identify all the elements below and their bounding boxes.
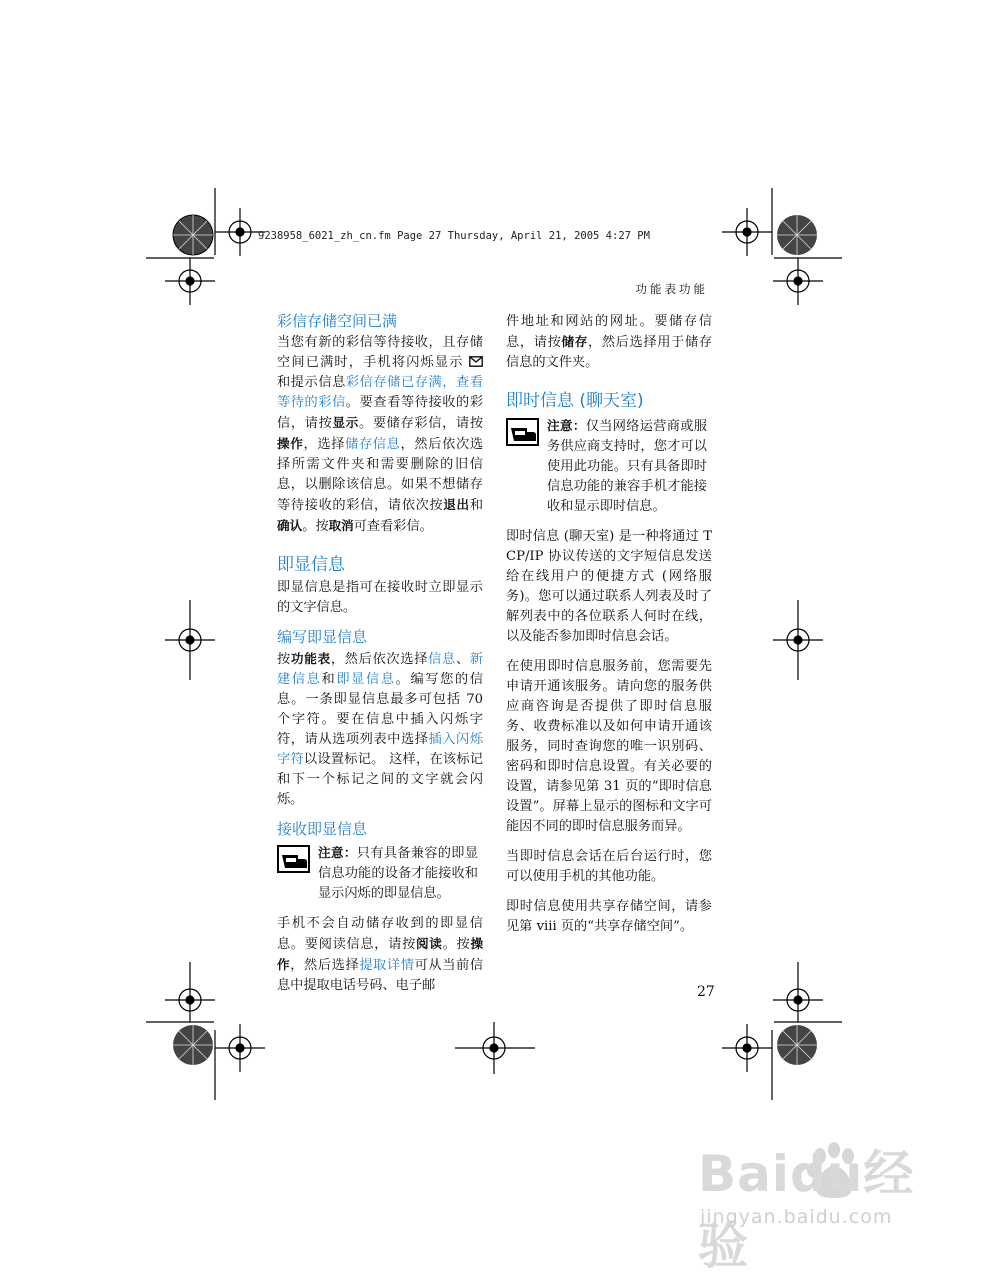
star-wheel-bottom-right	[777, 1025, 817, 1065]
note-receive-flash: 注意：只有具备兼容的即显信息功能的设备才能接收和显示闪烁的即显信息。	[277, 843, 483, 904]
baidu-watermark	[698, 1134, 944, 1275]
paragraph-im-intro: 即时信息 (聊天室) 是一种将通过 TCP/IP 协议传送的文字短信息发送给在线用户的便捷方式 (网络服务)。您可以通过联系人列表及时了解列表中的各位联系人何时在线，以及能否参加即时信息会话。	[506, 529, 712, 645]
note-hand-icon	[506, 418, 539, 446]
paragraph-write-flash: 按功能表，然后依次选择信息、新建信息和即显信息。编写您的信息。一条即显信息最多可包括 70 个字符。要在信息中插入闪烁字符，请从选项列表中选择插入闪烁字符以设置标记。 这样，在该标记和下一个标记之间的文字就会闪烁。	[277, 650, 484, 807]
key-options: 操作	[277, 435, 304, 451]
key-save: 储存	[561, 334, 588, 349]
target-bottom-center	[455, 1022, 535, 1074]
paragraph-im-background: 当即时信息会话在后台运行时，您可以使用手机的其他功能。	[506, 849, 712, 885]
target-right-lower	[773, 962, 823, 1022]
target-right-middle	[773, 600, 823, 680]
print-slug: 9238958_6021_zh_cn.fm Page 27 Thursday, April 21, 2005 4:27 PM	[258, 230, 650, 242]
target-bottom-right	[722, 1024, 772, 1072]
target-bottom-left	[215, 1024, 265, 1072]
star-wheel-top-left	[173, 215, 213, 255]
menu-ref-messages: 信息	[428, 651, 456, 667]
note-hand-icon	[277, 845, 310, 873]
star-wheel-bottom-left	[173, 1025, 213, 1065]
paragraph-receive-flash: 手机不会自动储存收到的即显信息。要阅读信息，请按阅读。按操作，然后选择提取详情可从当前信息中提取电话号码、电子邮	[277, 915, 484, 993]
target-right-upper	[773, 258, 823, 305]
paragraph-im-setup: 在使用即时信息服务前，您需要先申请开通该服务。请向您的服务供应商咨询是否提供了即时信息服务、收费标准以及如何申请开通该服务，同时查询您的唯一识别码、密码和即时信息设置。有关必要的设置，请参见第 31 页的“即时信息设置”。屏幕上显示的图标和文字可能因不同的即时信息服务而异。	[506, 659, 712, 835]
note-label: 注意：	[547, 418, 586, 434]
menu-ref-insert-blink: 插入闪烁字符	[277, 731, 484, 767]
section-title-receive-flash: 接收即显信息	[277, 819, 368, 838]
envelope-icon	[469, 356, 483, 367]
note-label: 注意：	[318, 844, 357, 860]
watermark-url: jingyan.baidu.com	[700, 1206, 893, 1228]
key-show: 显示	[332, 414, 359, 430]
watermark-text: Baidu经验	[698, 1145, 915, 1275]
target-left-upper	[165, 258, 215, 305]
section-title-instant-messaging: 即时信息 (聊天室)	[506, 391, 644, 411]
key-read: 阅读	[416, 935, 443, 951]
target-top-right	[722, 208, 772, 256]
star-wheel-top-right	[777, 215, 817, 255]
paragraph-continued: 件地址和网站的网址。要储存信息，请按储存，然后选择用于储存信息的文件夹。	[506, 314, 713, 370]
paragraph-im-memory: 即时信息使用共享存储空间，请参见第 viii 页的“共享存储空间”。	[506, 899, 712, 935]
key-exit: 退出	[443, 496, 470, 512]
key-cancel: 取消	[328, 517, 354, 533]
menu-ref-create-message: 新建信息	[277, 651, 484, 687]
key-menu: 功能表	[290, 650, 331, 666]
section-title-mms-full: 彩信存储空间已满	[277, 312, 398, 330]
key-options-2: 操作	[277, 935, 484, 972]
page-number: 27	[697, 984, 715, 1000]
paragraph-flash-message: 即显信息是指可在接收时立即显示的文字信息。	[277, 580, 483, 615]
running-head: 功能表功能	[635, 282, 708, 296]
section-title-write-flash: 编写即显信息	[277, 628, 368, 646]
note-instant-messaging: 注意：仅当网络运营商或服务供应商支持时，您才可以使用此功能。只有具备即时信息功能的兼容手机才能接收和显示即时信息。	[506, 416, 712, 517]
right-column	[506, 312, 712, 947]
paragraph-mms-full: 当您有新的彩信等待接收，且存储空间已满时，手机将闪烁显示 和提示信息彩信存储已存满，查看等待的彩信。要查看等待接收的彩信，请按显示。要储存彩信，请按操作，选择储存信息，然后依次选择所需文件夹和需要删除的旧信息，以删除该信息。如果不想储存等待接收的彩信，请依次按退出和确认。按取消可查看彩信。	[277, 334, 484, 534]
target-left-lower	[165, 962, 215, 1022]
target-left-middle	[165, 600, 215, 680]
menu-ref-save-message: 储存信息	[345, 436, 401, 452]
menu-ref-flash-message: 即显信息	[336, 671, 396, 687]
left-column	[277, 312, 483, 1006]
key-confirm: 确认	[277, 517, 303, 533]
section-title-flash-message: 即显信息	[277, 554, 345, 575]
menu-ref-use-detail: 提取详情	[359, 957, 415, 973]
menu-ref-mms-full-message: 彩信存储已存满，查看等待的彩信	[277, 374, 484, 410]
